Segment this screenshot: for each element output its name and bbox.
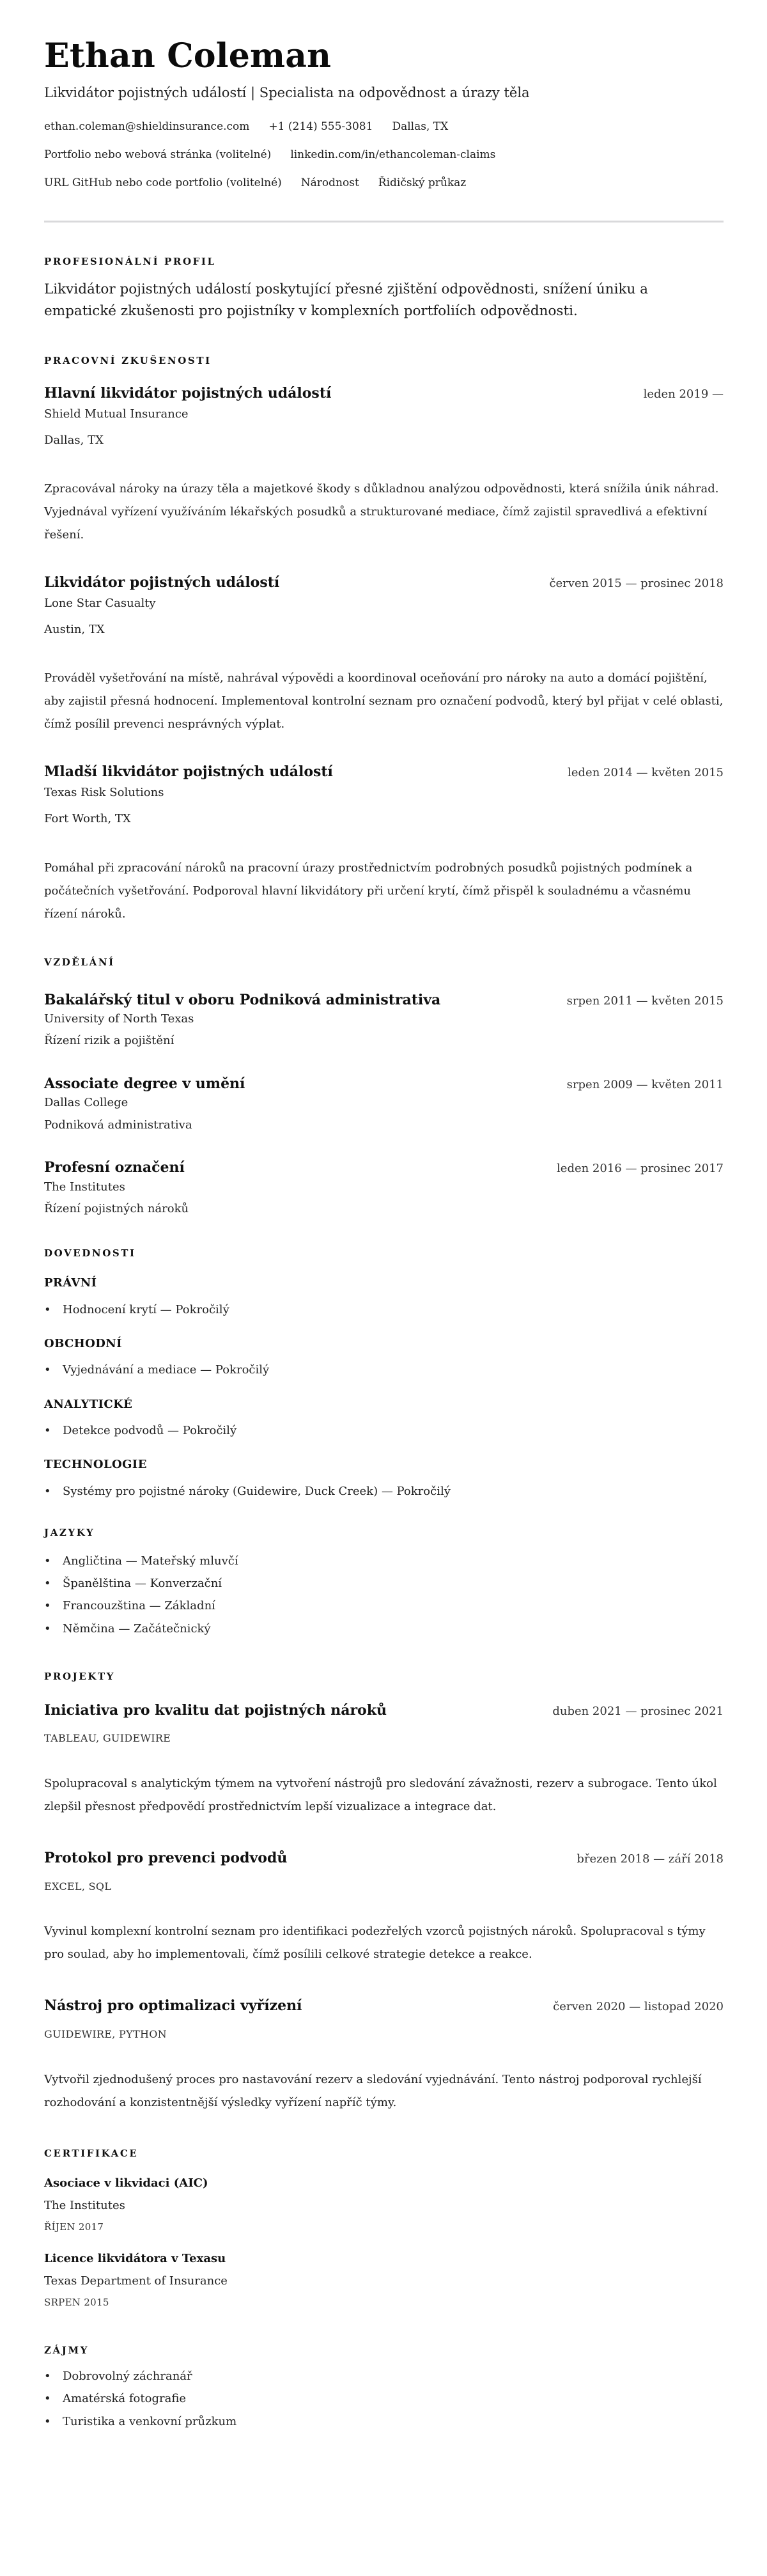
skill-list-analytical bbox=[44, 1423, 724, 1438]
project-title: Nástroj pro optimalizaci vyřízení bbox=[44, 1997, 302, 2015]
interest-list bbox=[44, 2365, 724, 2432]
job-title: Mladší likvidátor pojistných událostí bbox=[44, 763, 333, 781]
certification-name: Asociace v likvidaci (AIC) bbox=[44, 2176, 208, 2190]
project-title: Iniciativa pro kvalitu dat pojistných nároků bbox=[44, 1701, 387, 1719]
certification-date: ŘÍJEN 2017 bbox=[44, 2221, 104, 2233]
study-field: Řízení pojistných nároků bbox=[44, 1201, 189, 1215]
contact-github[interactable]: URL GitHub nebo code portfolio (volitelné) bbox=[44, 176, 282, 190]
section-title-experience: PRACOVNÍ ZKUŠENOSTI bbox=[44, 355, 212, 366]
contact-phone[interactable]: +1 (214) 555-3081 bbox=[268, 120, 373, 134]
job-location: Fort Worth, TX bbox=[44, 812, 131, 826]
skill-group-technology: TECHNOLOGIE bbox=[44, 1458, 147, 1472]
contact-row-2 bbox=[44, 148, 724, 162]
language-item: • Francouzština — Základní bbox=[44, 1595, 724, 1617]
project-entry bbox=[44, 1849, 724, 1966]
job-company: Shield Mutual Insurance bbox=[44, 407, 189, 421]
resume-header bbox=[44, 37, 724, 190]
skill-item: • Detekce podvodů — Pokročilý bbox=[44, 1423, 724, 1438]
education-section bbox=[44, 956, 724, 1217]
section-title-skills: DOVEDNOSTI bbox=[44, 1247, 136, 1260]
experience-section bbox=[44, 355, 724, 926]
degree-title: Bakalářský titul v oboru Podniková administrativa bbox=[44, 991, 441, 1008]
certification-name: Licence likvidátora v Texasu bbox=[44, 2252, 226, 2266]
language-list bbox=[44, 1550, 724, 1639]
project-title: Protokol pro prevenci podvodů bbox=[44, 1850, 288, 1867]
job-date: leden 2014 — květen 2015 bbox=[568, 766, 724, 780]
job-location: Austin, TX bbox=[44, 623, 105, 637]
language-item: • Angličtina — Mateřský mluvčí bbox=[44, 1550, 724, 1572]
section-title-projects: PROJEKTY bbox=[44, 1670, 116, 1682]
section-title-interests: ZÁJMY bbox=[44, 2345, 89, 2357]
skills-section bbox=[44, 1247, 724, 1499]
interest-item: • Turistika a venkovní průzkum bbox=[44, 2410, 724, 2433]
skill-list-technology bbox=[44, 1484, 724, 1499]
contact-linkedin[interactable]: linkedin.com/in/ethancoleman-claims bbox=[290, 148, 496, 162]
project-description: Vytvořil zjednodušený proces pro nastavování rezerv a sledování vyjednávání. Tento nástroj podporoval rychlejší rozhodování a konzistentnější výsledky vyřízení napříč týmy. bbox=[44, 2072, 702, 2109]
job-title: Hlavní likvidátor pojistných událostí bbox=[44, 385, 332, 402]
candidate-headline: Likvidátor pojistných událostí | Specialista na odpovědnost a úrazy těla bbox=[44, 84, 530, 100]
languages-section bbox=[44, 1527, 724, 1639]
project-entry bbox=[44, 1701, 724, 1818]
study-field: Podniková administrativa bbox=[44, 1118, 192, 1132]
header-divider bbox=[44, 221, 724, 222]
job-date: leden 2019 — bbox=[643, 387, 724, 401]
contact-email[interactable]: ethan.coleman@shieldinsurance.com bbox=[44, 120, 250, 134]
section-title-languages: JAZYKY bbox=[44, 1527, 95, 1539]
project-entry bbox=[44, 1997, 724, 2114]
job-description: Prováděl vyšetřování na místě, nahrával výpovědi a koordinoval oceňování pro nároky na auto a domácí pojištění, aby zajistil přesná hodnocení. Implementoval kontrolní seznam pro označení podvodů, který byl přijat v celé oblasti, čímž posílil prevenci nesprávných výplat. bbox=[44, 671, 724, 731]
section-title-profile: PROFESIONÁLNÍ PROFIL bbox=[44, 256, 216, 268]
job-title: Likvidátor pojistných událostí bbox=[44, 574, 280, 591]
certification-entry bbox=[44, 2176, 724, 2233]
skill-item: • Hodnocení krytí — Pokročilý bbox=[44, 1302, 724, 1317]
language-item: • Němčina — Začátečnický bbox=[44, 1618, 724, 1640]
project-date: březen 2018 — září 2018 bbox=[577, 1852, 724, 1866]
degree-date: leden 2016 — prosinec 2017 bbox=[557, 1161, 724, 1175]
certifications-section bbox=[44, 2148, 724, 2309]
education-entry bbox=[44, 1159, 724, 1217]
job-company: Texas Risk Solutions bbox=[44, 785, 164, 799]
section-title-education: VZDĚLÁNÍ bbox=[44, 956, 115, 968]
section-title-certifications: CERTIFIKACE bbox=[44, 2147, 139, 2159]
school-name: The Institutes bbox=[44, 1180, 125, 1194]
contact-driving-license: Řidičský průkaz bbox=[378, 176, 467, 190]
experience-entry bbox=[44, 574, 724, 736]
project-description: Spolupracoval s analytickým týmem na vytvoření nástrojů pro sledování závažnosti, rezerv a subrogace. Tento úkol zlepšil přesnost předpovědí prostřednictvím lepší vizualizace a integrace dat. bbox=[44, 1777, 717, 1814]
certification-entry bbox=[44, 2251, 724, 2309]
skill-item: • Systémy pro pojistné nároky (Guidewire, Duck Creek) — Pokročilý bbox=[44, 1484, 724, 1499]
job-description: Zpracovával nároky na úrazy těla a majetkové škody s důkladnou analýzou odpovědnosti, která snížila únik náhrad. Vyjednával vyřízení využíváním lékařských posudků a strukturované mediace, čímž zajistil spravedlivá a efektivní řešení. bbox=[44, 482, 719, 542]
skill-list-legal bbox=[44, 1302, 724, 1317]
job-company: Lone Star Casualty bbox=[44, 596, 156, 610]
project-tech: EXCEL, SQL bbox=[44, 1880, 112, 1893]
study-field: Řízení rizik a pojištění bbox=[44, 1034, 174, 1048]
job-date: červen 2015 — prosinec 2018 bbox=[549, 577, 724, 591]
project-date: červen 2020 — listopad 2020 bbox=[553, 2000, 724, 2014]
contact-portfolio[interactable]: Portfolio nebo webová stránka (volitelné) bbox=[44, 148, 272, 162]
certification-issuer: The Institutes bbox=[44, 2199, 125, 2213]
contact-row-1 bbox=[44, 120, 724, 134]
project-tech: TABLEAU, GUIDEWIRE bbox=[44, 1732, 171, 1745]
project-tech: GUIDEWIRE, PYTHON bbox=[44, 2028, 167, 2040]
projects-section bbox=[44, 1671, 724, 2114]
interests-section bbox=[44, 2345, 724, 2432]
degree-title: Associate degree v umění bbox=[44, 1075, 245, 1092]
interest-item: • Dobrovolný záchranář bbox=[44, 2365, 724, 2387]
skill-list-business bbox=[44, 1362, 724, 1377]
language-item: • Španělština — Konverzační bbox=[44, 1572, 724, 1595]
skill-group-business: OBCHODNÍ bbox=[44, 1336, 122, 1350]
contact-location: Dallas, TX bbox=[392, 120, 449, 134]
project-description: Vyvinul komplexní kontrolní seznam pro identifikaci podezřelých vzorců pojistných nároků. Spolupracoval s týmy pro soulad, aby ho implementovali, čímž posílili celkové strategie detekce a reakce. bbox=[44, 1924, 706, 1962]
skill-group-analytical: ANALYTICKÉ bbox=[44, 1397, 133, 1411]
profile-section bbox=[44, 256, 724, 322]
experience-entry bbox=[44, 763, 724, 925]
job-location: Dallas, TX bbox=[44, 433, 104, 447]
skill-item: • Vyjednávání a mediace — Pokročilý bbox=[44, 1362, 724, 1377]
degree-title: Profesní označení bbox=[44, 1159, 185, 1176]
certification-date: SRPEN 2015 bbox=[44, 2296, 109, 2308]
education-entry bbox=[44, 991, 724, 1049]
interest-item: • Amatérská fotografie bbox=[44, 2387, 724, 2410]
degree-date: srpen 2011 — květen 2015 bbox=[566, 994, 724, 1008]
school-name: University of North Texas bbox=[44, 1012, 194, 1026]
contact-nationality: Národnost bbox=[300, 176, 359, 190]
candidate-name: Ethan Coleman bbox=[44, 36, 332, 75]
skill-group-legal: PRÁVNÍ bbox=[44, 1276, 97, 1290]
school-name: Dallas College bbox=[44, 1096, 128, 1110]
education-entry bbox=[44, 1075, 724, 1133]
contact-row-3 bbox=[44, 176, 724, 190]
certification-issuer: Texas Department of Insurance bbox=[44, 2274, 228, 2288]
degree-date: srpen 2009 — květen 2011 bbox=[566, 1077, 724, 1091]
project-date: duben 2021 — prosinec 2021 bbox=[552, 1704, 724, 1718]
profile-summary: Likvidátor pojistných událostí poskytující přesné zjištění odpovědnosti, snížení úniku a empatické zkušenosti pro pojistníky v komplexních portfoliích odpovědnosti. bbox=[44, 281, 648, 319]
experience-entry bbox=[44, 384, 724, 547]
job-description: Pomáhal při zpracování nároků na pracovní úrazy prostřednictvím podrobných posudků pojistných podmínek a počátečních vyšetřování. Podporoval hlavní likvidátory při určení krytí, čímž přispěl k souladnému a včasnému řízení nároků. bbox=[44, 861, 693, 921]
